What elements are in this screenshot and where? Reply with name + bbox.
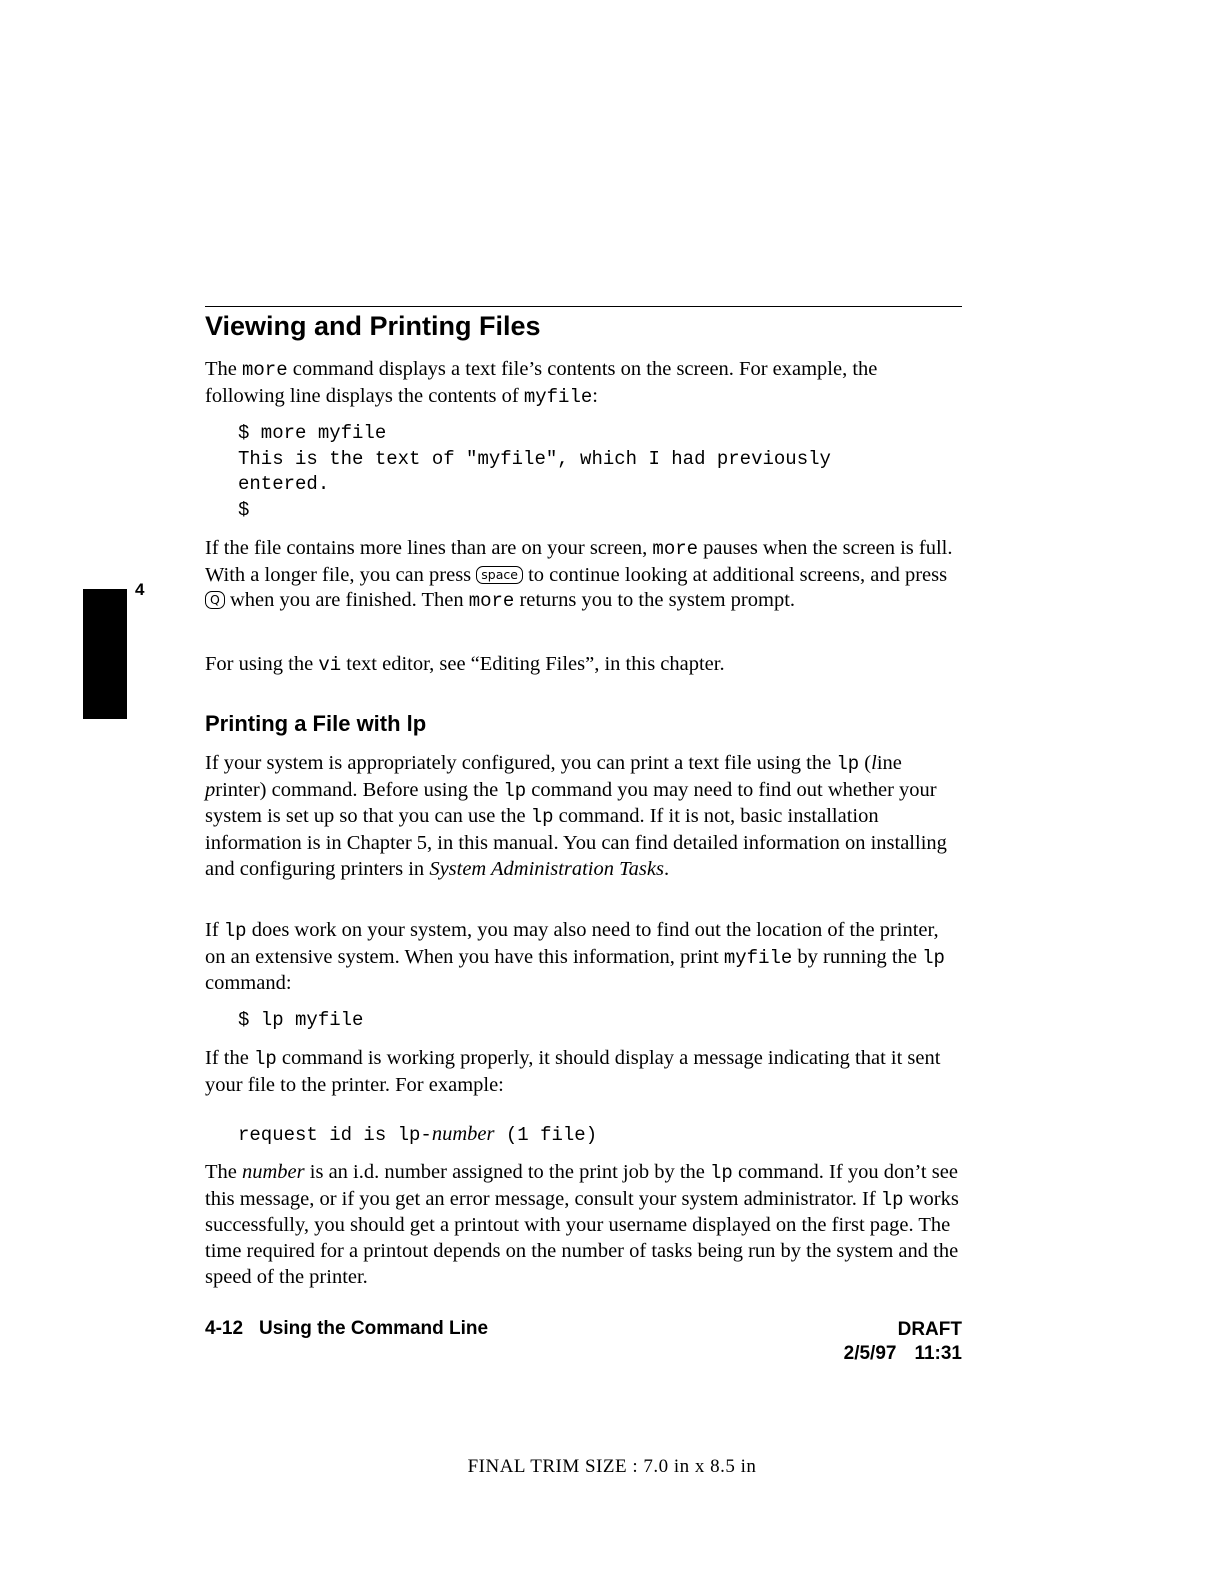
number-note-paragraph: The number is an i.d. number assigned to the print job by the lp command. If you don’t see this message, or if you get an error message, consult your system administrator. If lp works successfully, you should get a printout with your username displayed on the first page. The time required for a printout depends on the number of tasks being run by the system and the speed of the printer.	[205, 1161, 959, 1288]
space-key-icon: space	[476, 566, 523, 584]
draft-time: 11:31	[914, 1343, 962, 1364]
lp-message-paragraph: If the lp command is working properly, it should display a message indicating that it sent your file to the printer. For example:	[205, 1047, 941, 1096]
page-footer-left	[205, 1318, 488, 1340]
chapter-thumb-tab	[83, 589, 127, 719]
draft-label: DRAFT	[897, 1319, 962, 1340]
vi-note-paragraph: For using the vi text editor, see “Editing Files”, in this chapter.	[205, 653, 725, 676]
section-rule	[205, 306, 962, 307]
lp-intro-paragraph: If your system is appropriately configured, you can print a text file using the lp (line printer) command. Before using the lp command you may need to find out whether your system is set up so that you can use the lp command. If it is not, basic installation information is in Chapter 5, in this manual. You can find detailed information on installing and configuring printers in System Administration Tasks.	[205, 752, 947, 880]
chapter-tab-number: 4	[135, 580, 145, 599]
code-example-more	[238, 421, 831, 524]
pager-paragraph: If the file contains more lines than are on your screen, more pauses when the screen is full. With a longer file, you can press space to continue looking at additional screens, and press Q when you are finished. Then more returns you to the system prompt.	[205, 537, 953, 613]
page-footer-right	[844, 1318, 962, 1366]
code-example-request: request id is lp-number (1 file)	[238, 1123, 598, 1146]
intro-paragraph: The more command displays a text file’s contents on the screen. For example, the following line displays the contents of myfile:	[205, 358, 878, 408]
subsection-title: Printing a File with lp	[205, 711, 427, 736]
trim-size-note: FINAL TRIM SIZE : 7.0 in x 8.5 in	[467, 1456, 757, 1477]
code-line: $	[238, 499, 250, 522]
q-key-icon: Q	[205, 591, 225, 609]
section-title: Viewing and Printing Files	[205, 311, 541, 341]
page-number: 4-12	[205, 1318, 244, 1339]
code-line: $ more myfile	[238, 422, 387, 444]
draft-date: 2/5/97	[843, 1343, 897, 1364]
lp-works-paragraph: If lp does work on your system, you may also need to find out the location of the printer, on an extensive system. When you have this information, print myfile by running the lp command:	[205, 919, 945, 995]
code-line: This is the text of "myfile", which I had previously	[238, 447, 831, 470]
code-line: entered.	[238, 473, 330, 496]
code-example-lp: $ lp myfile	[238, 1009, 364, 1031]
running-chapter-title: Using the Command Line	[259, 1318, 489, 1339]
